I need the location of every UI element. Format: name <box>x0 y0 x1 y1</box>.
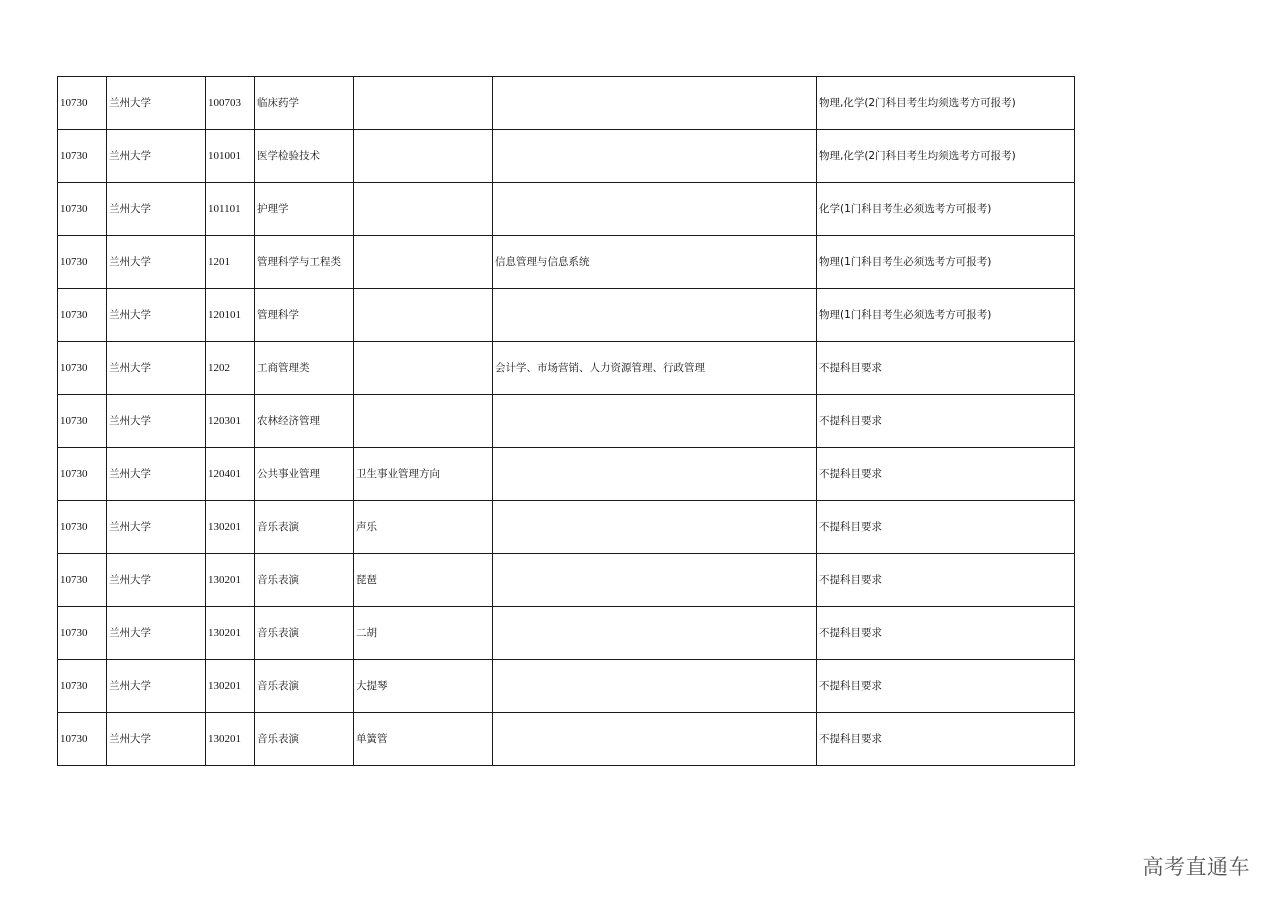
subject-requirement-cell: 不提科目要求 <box>817 448 1075 501</box>
subject-requirement-cell: 化学(1门科目考生必须选考方可报考) <box>817 183 1075 236</box>
school-name-cell: 兰州大学 <box>107 554 206 607</box>
table-row <box>58 660 1075 713</box>
admission-requirements-table <box>57 76 1075 766</box>
major-direction-cell <box>354 130 493 183</box>
included-majors-cell <box>493 607 817 660</box>
table-row <box>58 289 1075 342</box>
major-code-cell: 101101 <box>206 183 255 236</box>
major-direction-cell <box>354 183 493 236</box>
major-name-cell: 音乐表演 <box>255 713 354 766</box>
major-direction-cell: 单簧管 <box>354 713 493 766</box>
school-code-cell: 10730 <box>58 236 107 289</box>
major-name-cell: 管理科学 <box>255 289 354 342</box>
school-name-cell: 兰州大学 <box>107 395 206 448</box>
major-direction-cell <box>354 289 493 342</box>
subject-requirement-cell: 不提科目要求 <box>817 554 1075 607</box>
major-code-cell: 130201 <box>206 660 255 713</box>
table-row <box>58 130 1075 183</box>
included-majors-cell: 会计学、市场营销、人力资源管理、行政管理 <box>493 342 817 395</box>
subject-requirement-cell: 物理,化学(2门科目考生均须选考方可报考) <box>817 130 1075 183</box>
included-majors-cell <box>493 501 817 554</box>
included-majors-cell <box>493 660 817 713</box>
major-direction-cell <box>354 342 493 395</box>
major-direction-cell <box>354 395 493 448</box>
major-direction-cell <box>354 236 493 289</box>
subject-requirement-cell: 不提科目要求 <box>817 660 1075 713</box>
major-name-cell: 音乐表演 <box>255 554 354 607</box>
major-name-cell: 农林经济管理 <box>255 395 354 448</box>
major-name-cell: 音乐表演 <box>255 660 354 713</box>
school-code-cell: 10730 <box>58 183 107 236</box>
major-code-cell: 130201 <box>206 713 255 766</box>
subject-requirement-cell: 不提科目要求 <box>817 395 1075 448</box>
school-code-cell: 10730 <box>58 342 107 395</box>
major-name-cell: 护理学 <box>255 183 354 236</box>
major-code-cell: 120301 <box>206 395 255 448</box>
major-name-cell: 临床药学 <box>255 77 354 130</box>
major-code-cell: 1201 <box>206 236 255 289</box>
school-name-cell: 兰州大学 <box>107 342 206 395</box>
major-name-cell: 管理科学与工程类 <box>255 236 354 289</box>
included-majors-cell <box>493 448 817 501</box>
major-code-cell: 1202 <box>206 342 255 395</box>
school-name-cell: 兰州大学 <box>107 236 206 289</box>
major-name-cell: 音乐表演 <box>255 501 354 554</box>
school-name-cell: 兰州大学 <box>107 501 206 554</box>
table-row <box>58 395 1075 448</box>
major-code-cell: 120401 <box>206 448 255 501</box>
school-code-cell: 10730 <box>58 501 107 554</box>
table-row <box>58 607 1075 660</box>
included-majors-cell <box>493 183 817 236</box>
major-name-cell: 音乐表演 <box>255 607 354 660</box>
table-row <box>58 554 1075 607</box>
school-code-cell: 10730 <box>58 713 107 766</box>
major-direction-cell: 琵琶 <box>354 554 493 607</box>
school-name-cell: 兰州大学 <box>107 77 206 130</box>
school-name-cell: 兰州大学 <box>107 289 206 342</box>
table-row <box>58 77 1075 130</box>
included-majors-cell <box>493 289 817 342</box>
subject-requirement-cell: 不提科目要求 <box>817 713 1075 766</box>
school-code-cell: 10730 <box>58 660 107 713</box>
major-direction-cell: 二胡 <box>354 607 493 660</box>
school-name-cell: 兰州大学 <box>107 448 206 501</box>
major-direction-cell: 大提琴 <box>354 660 493 713</box>
table-row <box>58 183 1075 236</box>
school-code-cell: 10730 <box>58 395 107 448</box>
major-name-cell: 工商管理类 <box>255 342 354 395</box>
major-code-cell: 130201 <box>206 554 255 607</box>
included-majors-cell <box>493 130 817 183</box>
school-code-cell: 10730 <box>58 130 107 183</box>
included-majors-cell <box>493 395 817 448</box>
included-majors-cell: 信息管理与信息系统 <box>493 236 817 289</box>
subject-requirement-cell: 不提科目要求 <box>817 342 1075 395</box>
included-majors-cell <box>493 713 817 766</box>
major-direction-cell <box>354 77 493 130</box>
table-row <box>58 713 1075 766</box>
major-code-cell: 120101 <box>206 289 255 342</box>
subject-requirement-cell: 物理(1门科目考生必须选考方可报考) <box>817 289 1075 342</box>
table-row <box>58 448 1075 501</box>
major-code-cell: 130201 <box>206 501 255 554</box>
included-majors-cell <box>493 554 817 607</box>
major-code-cell: 100703 <box>206 77 255 130</box>
subject-requirement-cell: 不提科目要求 <box>817 501 1075 554</box>
school-code-cell: 10730 <box>58 607 107 660</box>
subject-requirement-cell: 不提科目要求 <box>817 607 1075 660</box>
school-code-cell: 10730 <box>58 77 107 130</box>
table-row <box>58 236 1075 289</box>
watermark-logo-text: 高考直通车 <box>1142 855 1250 879</box>
school-name-cell: 兰州大学 <box>107 713 206 766</box>
major-name-cell: 医学检验技术 <box>255 130 354 183</box>
major-name-cell: 公共事业管理 <box>255 448 354 501</box>
major-direction-cell: 卫生事业管理方向 <box>354 448 493 501</box>
major-code-cell: 130201 <box>206 607 255 660</box>
table-row <box>58 501 1075 554</box>
included-majors-cell <box>493 77 817 130</box>
school-code-cell: 10730 <box>58 554 107 607</box>
subject-requirement-cell: 物理(1门科目考生必须选考方可报考) <box>817 236 1075 289</box>
major-code-cell: 101001 <box>206 130 255 183</box>
school-name-cell: 兰州大学 <box>107 607 206 660</box>
table-body <box>58 77 1075 766</box>
school-name-cell: 兰州大学 <box>107 660 206 713</box>
school-name-cell: 兰州大学 <box>107 183 206 236</box>
table-row <box>58 342 1075 395</box>
major-direction-cell: 声乐 <box>354 501 493 554</box>
school-code-cell: 10730 <box>58 448 107 501</box>
subject-requirement-cell: 物理,化学(2门科目考生均须选考方可报考) <box>817 77 1075 130</box>
school-name-cell: 兰州大学 <box>107 130 206 183</box>
school-code-cell: 10730 <box>58 289 107 342</box>
